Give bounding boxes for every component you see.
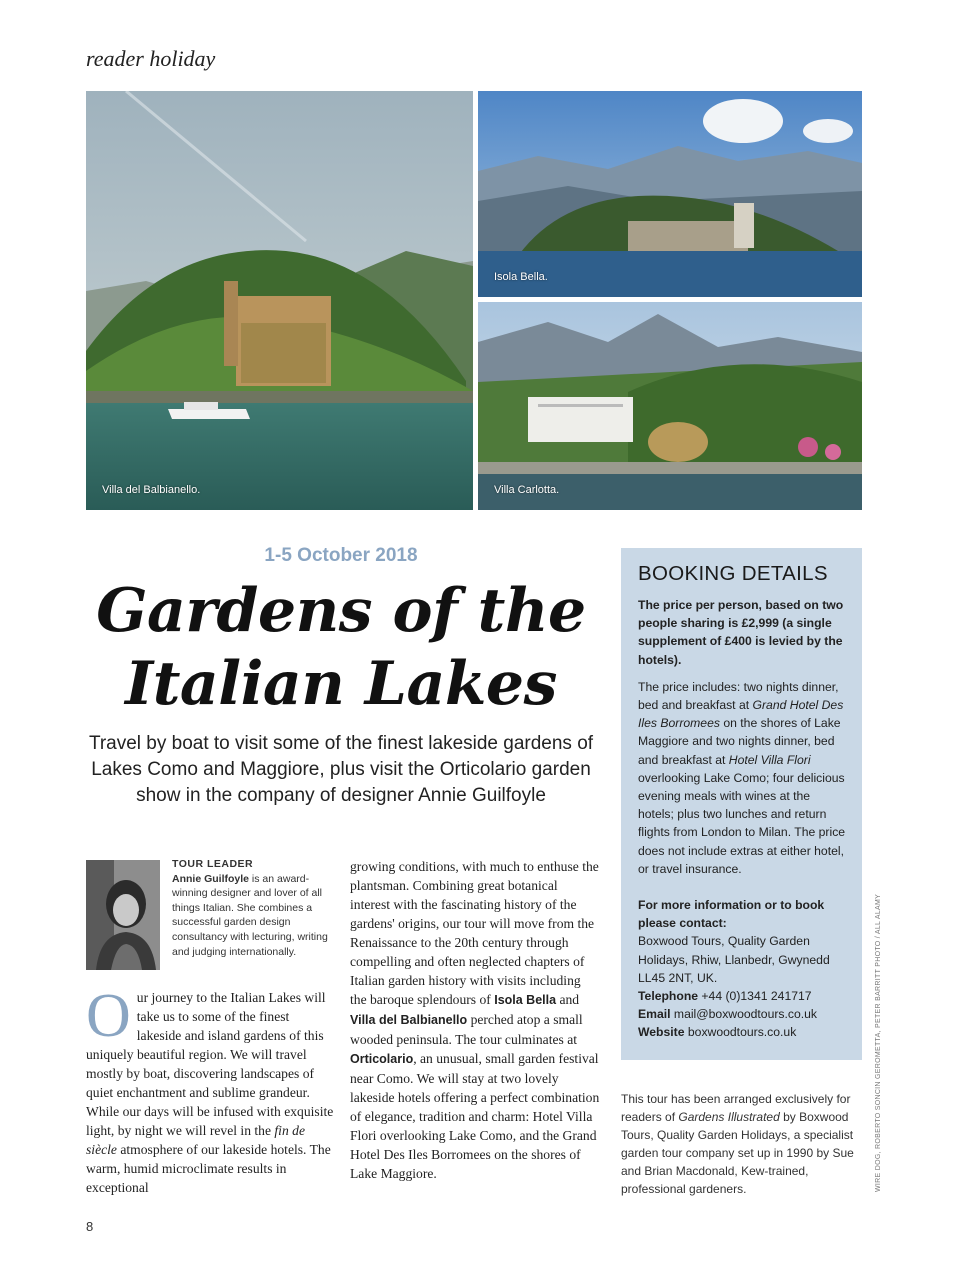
- booking-text: The price includes: two nights dinner, bed and breakfast at: [638, 679, 839, 713]
- garden-name-isola-bella: Isola Bella: [494, 993, 557, 1007]
- email-label: Email: [638, 1007, 671, 1022]
- tour-footnote: [621, 1090, 862, 1198]
- telephone-label: Telephone: [638, 989, 699, 1004]
- photo-caption: Isola Bella.: [494, 271, 548, 283]
- body-text: atmosphere of our lakeside hotels. The warm, humid microclimate results in exceptional: [86, 1142, 331, 1195]
- email-address: mail@boxwoodtours.co.uk: [670, 1007, 818, 1022]
- hotel-name: Hotel Villa Flori: [728, 752, 811, 767]
- website-url: boxwoodtours.co.uk: [684, 1025, 797, 1040]
- booking-inclusions: [638, 678, 846, 878]
- headline-line-1: Gardens of the: [96, 576, 586, 646]
- body-text: perched atop a small wooded peninsula. The tour culminates at: [350, 1012, 583, 1047]
- garden-name-villa-balbianello: Villa del Balbianello: [350, 1013, 468, 1027]
- booking-price: The price per person, based on two people sharing is £2,999 (a single supplement of £400 is levied by the hotels).: [638, 598, 844, 667]
- tour-leader-bio-text: is an award-winning designer and lover of all things Italian. She combines a successful garden design consultancy with lecturing, writing and judging internationally.: [172, 872, 328, 958]
- contact-address: Boxwood Tours, Quality Garden Holidays, Rhiw, Llanbedr, Gwynedd LL45 2NT, UK.: [638, 934, 830, 985]
- photo-caption: Villa Carlotta.: [494, 484, 560, 496]
- garden-name-orticolario: Orticolario: [350, 1052, 414, 1066]
- photo-credit: WIRE DOG, ROBERTO SONCIN GEROMETTA, PETER BARRITT PHOTO / ALL ALAMY: [875, 893, 882, 1192]
- body-italic: fin de siècle: [86, 1123, 305, 1157]
- contact-heading: For more information or to book please contact:: [638, 898, 825, 931]
- booking-text: on the shores of Lake Maggiore and two nights dinner, bed and breakfast at: [638, 716, 841, 767]
- magazine-name: Gardens Illustrated: [678, 1110, 780, 1124]
- footnote-text: This tour has been arranged exclusively for readers of: [621, 1092, 851, 1124]
- photo-caption: Villa del Balbianello.: [102, 484, 201, 496]
- body-text: ur journey to the Italian Lakes will take us to some of the finest lakeside and island gardens of this uniquely beautiful region. We will travel mostly by boat, discovering landscapes of quiet enchantment and sublime grandeur. While our days will be infused with exquisite light, by night we will revel in the: [86, 990, 334, 1138]
- section-label: reader holiday: [86, 46, 216, 71]
- website-label: Website: [638, 1025, 685, 1040]
- tour-date: 1-5 October 2018: [264, 545, 418, 566]
- photo-isola-bella: [478, 91, 862, 297]
- body-text: , an unusual, small garden festival near Como. We will stay at two lovely lakeside hotels offering a perfect combination of elegance, tradition and charm: Hotel Villa Flori overlooking Lake Como, and the Grand Hotel Des Iles Borromees on the shores of Lake Maggiore.: [350, 1051, 600, 1181]
- telephone-number: +44 (0)1341 241717: [698, 989, 812, 1004]
- photo-villa-balbianello: [86, 91, 473, 510]
- drop-cap: O: [86, 982, 131, 1050]
- booking-title: BOOKING DETAILS: [638, 562, 828, 585]
- tour-leader-label: TOUR LEADER: [172, 858, 254, 870]
- tour-leader-name: Annie Guilfoyle: [172, 872, 250, 885]
- footnote-text: by Boxwood Tours, Quality Garden Holidays, a specialist garden tour company set up in 1990 by Sue and Brian Macdonald, Kew-trained, professional gardeners.: [621, 1110, 854, 1196]
- body-text: growing conditions, with much to enthuse the plantsman. Combining great botanical interest with the fascinating history of the gardens' origins, our tour will move from the Renaissance to the 20th century through compelling and often neglected chapters of Italian garden history with visits including the baroque splendours of: [350, 859, 599, 1007]
- booking-details-box: [621, 548, 862, 1060]
- booking-contact: [638, 896, 846, 1042]
- tour-leader-portrait: [86, 860, 160, 970]
- headline: [86, 575, 596, 721]
- tour-leader-bio: [172, 857, 332, 959]
- booking-text: overlooking Lake Como; four delicious evening meals with wines at the hotels; plus two lunches and return flights from London to Milan. The price does not include extras at either hotel, or travel insurance.: [638, 770, 846, 876]
- headline-line-2: Italian Lakes: [125, 649, 557, 719]
- page-number: 8: [86, 1219, 94, 1234]
- standfirst: Travel by boat to visit some of the finest lakeside gardens of Lakes Como and Maggiore, plus visit the Orticolario garden show in the company of designer Annie Guilfoyle: [88, 733, 594, 806]
- hotel-name: Grand Hotel Des Iles Borromees: [638, 698, 844, 731]
- body-column-1: [86, 982, 334, 1197]
- body-text: and: [556, 992, 580, 1007]
- photo-villa-carlotta: [478, 302, 862, 510]
- body-column-2: [350, 857, 600, 1183]
